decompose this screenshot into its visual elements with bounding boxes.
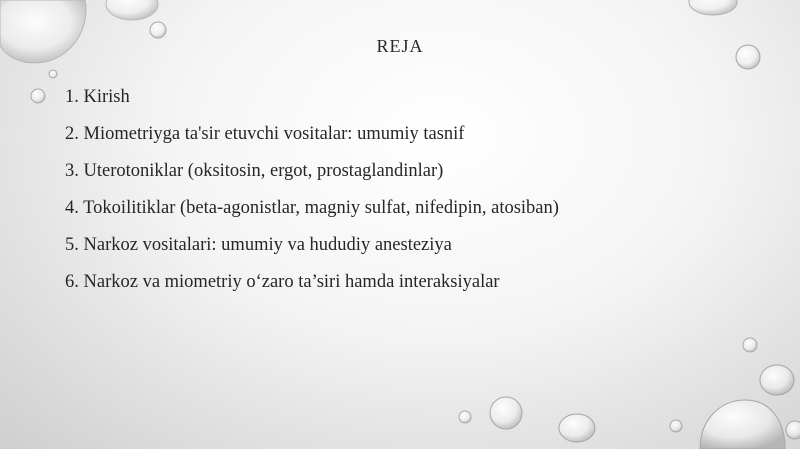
list-item: 4. Tokoilitiklar (beta-agonistlar, magniy sulfat, nifedipin, atosiban): [65, 198, 559, 218]
slide-title: REJA: [376, 36, 424, 56]
agenda-list: [65, 86, 559, 308]
list-item: 3. Uterotoniklar (oksitosin, ergot, prostaglandinlar): [65, 161, 444, 181]
list-item: 1. Kirish: [65, 87, 130, 107]
list-item: 2. Miometriyga ta'sir etuvchi vositalar: umumiy tasnif: [65, 124, 465, 144]
list-item: 5. Narkoz vositalari: umumiy va hududiy anesteziya: [65, 235, 452, 255]
list-item: 6. Narkoz va miometriy o‘zaro ta’siri hamda interaksiyalar: [65, 272, 500, 292]
